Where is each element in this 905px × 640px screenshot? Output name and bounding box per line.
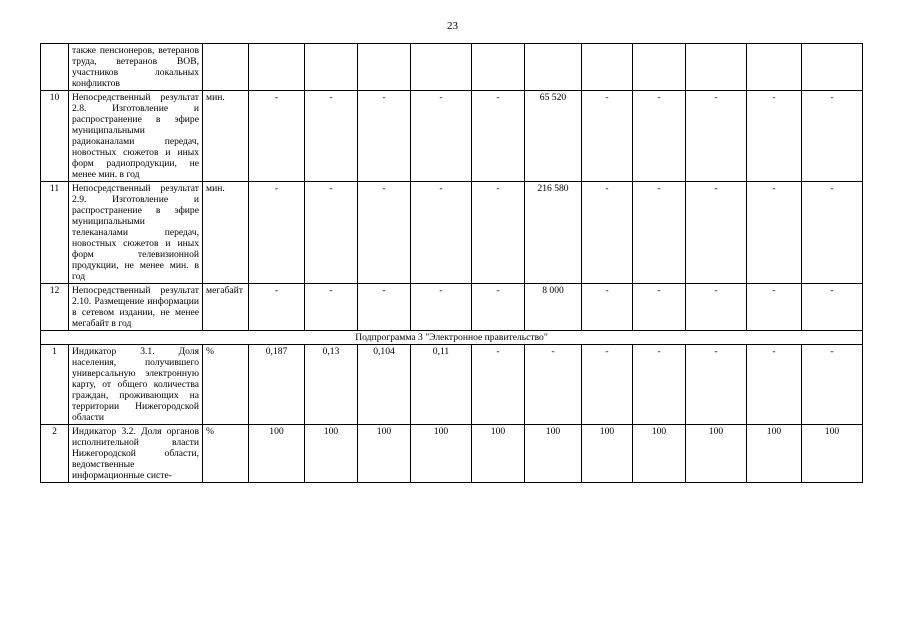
value-cell: 100 [802, 425, 863, 483]
value-cell: - [358, 91, 411, 182]
indicators-table [40, 43, 863, 483]
value-cell: 0,104 [358, 345, 411, 425]
indicator-name: Непосредственный результат 2.8. Изготовление и распространение в эфире муниципальными радиоканалами передач, новостных сюжетов и иных форм радиопродукции, не менее мин. в год [69, 91, 203, 182]
table-row [41, 345, 863, 425]
row-number: 10 [41, 91, 69, 182]
value-cell: - [686, 182, 747, 284]
indicator-name: Непосредственный результат 2.10. Размещение информации в сетевом издании, не менее мегабайт в год [69, 284, 203, 331]
value-cell: 0,13 [305, 345, 358, 425]
row-number: 12 [41, 284, 69, 331]
unit-cell: % [203, 345, 249, 425]
value-cell: - [633, 284, 686, 331]
indicator-name: Индикатор 3.1. Доля населения, получившего универсальную электронную карту, от общего количества граждан, проживающих на территории Нижегородской области [69, 345, 203, 425]
value-cell: 100 [472, 425, 525, 483]
value-cell: 100 [411, 425, 472, 483]
value-cell: - [747, 91, 802, 182]
value-cell: - [802, 284, 863, 331]
value-cell: 100 [582, 425, 633, 483]
value-cell: - [305, 284, 358, 331]
value-cell: - [411, 182, 472, 284]
value-cell: - [747, 182, 802, 284]
row-number: 1 [41, 345, 69, 425]
value-cell: - [747, 284, 802, 331]
table-row [41, 182, 863, 284]
value-cell: 0,11 [411, 345, 472, 425]
value-cell: - [472, 345, 525, 425]
value-cell: - [472, 91, 525, 182]
value-cell: - [472, 182, 525, 284]
value-cell: - [358, 284, 411, 331]
value-cell: 100 [249, 425, 305, 483]
value-cell: - [747, 345, 802, 425]
value-cell: 100 [305, 425, 358, 483]
section-title: Подпрограмма 3 "Электронное правительство" [41, 331, 863, 345]
table-row [41, 44, 863, 91]
value-cell: - [633, 345, 686, 425]
unit-cell: % [203, 425, 249, 483]
value-cell: 100 [747, 425, 802, 483]
value-cell: - [802, 91, 863, 182]
value-cell: 65 520 [525, 91, 582, 182]
value-cell: - [411, 91, 472, 182]
value-cell: 0,187 [249, 345, 305, 425]
value-cell: - [633, 91, 686, 182]
value-cell: - [249, 91, 305, 182]
value-cell: 100 [358, 425, 411, 483]
value-cell [802, 44, 863, 91]
value-cell: - [305, 91, 358, 182]
value-cell: - [582, 345, 633, 425]
unit-cell [203, 44, 249, 91]
value-cell: 100 [525, 425, 582, 483]
value-cell: - [411, 284, 472, 331]
value-cell [525, 44, 582, 91]
value-cell: - [686, 284, 747, 331]
value-cell: - [305, 182, 358, 284]
value-cell: 100 [686, 425, 747, 483]
value-cell: - [358, 182, 411, 284]
indicator-name: Индикатор 3.2. Доля органов исполнительной власти Нижегородской области, ведомственные информационные систе- [69, 425, 203, 483]
value-cell: - [633, 182, 686, 284]
section-row [41, 331, 863, 345]
row-number: 2 [41, 425, 69, 483]
indicator-name: также пенсионеров, ветеранов труда, ветеранов ВОВ, участников локальных конфликтов [69, 44, 203, 91]
indicator-name: Непосредственный результат 2.9. Изготовление и распространение в эфире муниципальными телеканалами передач, новостных сюжетов и иных форм телевизионной продукции, не менее мин. в год [69, 182, 203, 284]
unit-cell: мегабайт [203, 284, 249, 331]
value-cell: - [686, 345, 747, 425]
value-cell: - [582, 91, 633, 182]
value-cell [358, 44, 411, 91]
unit-cell: мин. [203, 182, 249, 284]
value-cell [305, 44, 358, 91]
value-cell [249, 44, 305, 91]
value-cell: - [472, 284, 525, 331]
value-cell [582, 44, 633, 91]
value-cell [686, 44, 747, 91]
table-row [41, 91, 863, 182]
value-cell [472, 44, 525, 91]
table-row [41, 425, 863, 483]
value-cell: - [582, 182, 633, 284]
value-cell: 8 000 [525, 284, 582, 331]
value-cell [747, 44, 802, 91]
value-cell: - [249, 182, 305, 284]
value-cell: - [686, 91, 747, 182]
value-cell: - [249, 284, 305, 331]
value-cell: 216 580 [525, 182, 582, 284]
table-row [41, 284, 863, 331]
page-number: 23 [447, 20, 458, 32]
value-cell [633, 44, 686, 91]
unit-cell: мин. [203, 91, 249, 182]
value-cell: - [582, 284, 633, 331]
value-cell: - [802, 345, 863, 425]
value-cell: - [525, 345, 582, 425]
value-cell: - [802, 182, 863, 284]
value-cell: 100 [633, 425, 686, 483]
row-number [41, 44, 69, 91]
row-number: 11 [41, 182, 69, 284]
value-cell [411, 44, 472, 91]
